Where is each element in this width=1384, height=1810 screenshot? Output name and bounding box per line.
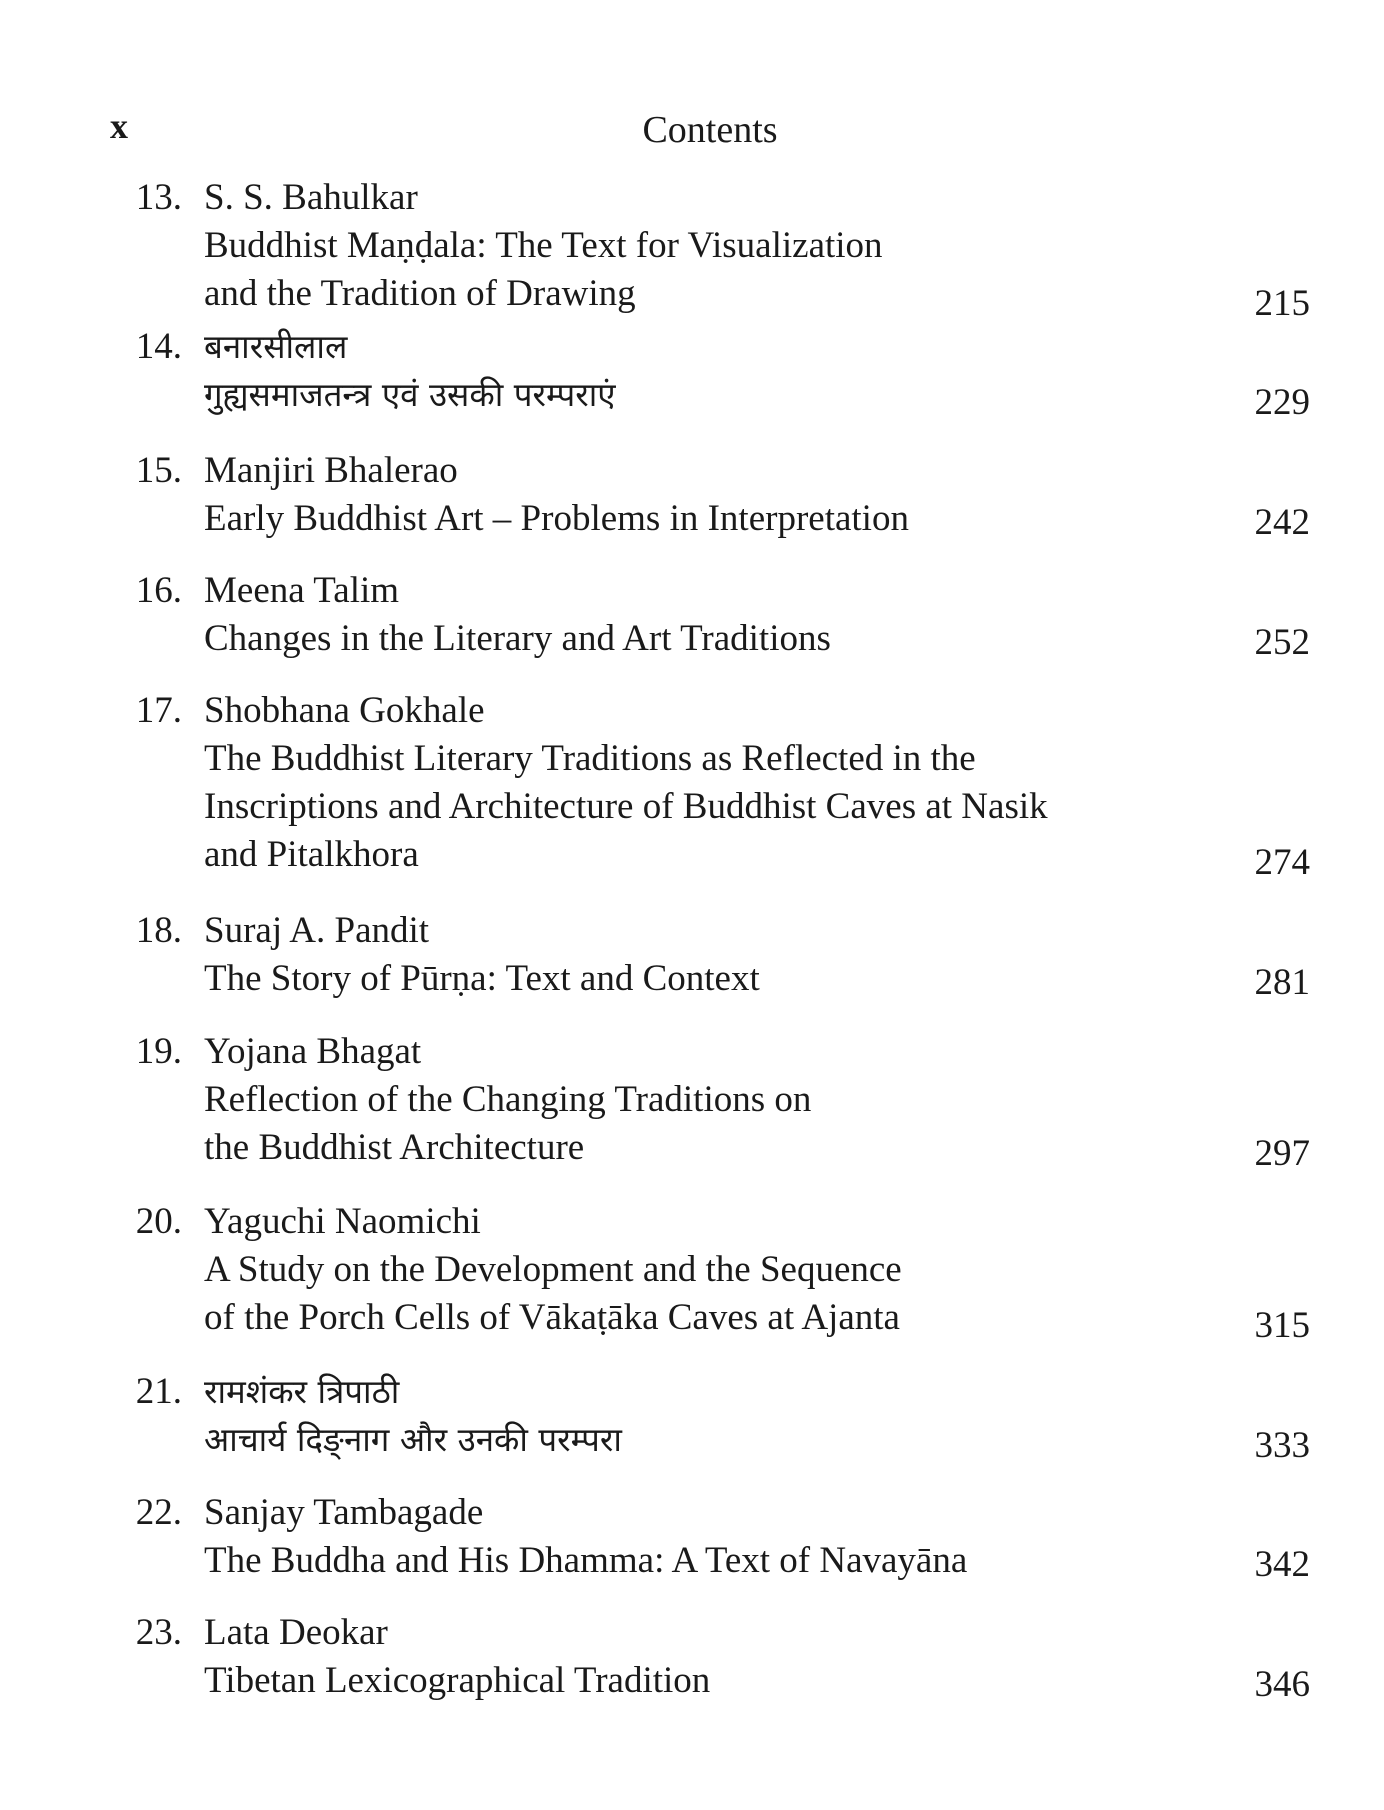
entry-author: रामशंकर त्रिपाठी [204,1372,400,1411]
entry-page-number: 315 [1254,1305,1310,1346]
entry-page-number: 229 [1254,382,1310,423]
entry-title-line: Tibetan Lexicographical Tradition [204,1660,711,1701]
entry-number: 21. [135,1371,182,1412]
entry-number: 18. [135,910,182,951]
entry-page-number: 333 [1254,1425,1310,1466]
entry-author: Yaguchi Naomichi [204,1201,481,1242]
entry-page-number: 281 [1254,962,1310,1003]
entry-number: 20. [135,1201,182,1242]
entry-title-line: Buddhist Maṇḍala: The Text for Visualization [204,225,883,266]
entry-title-line: The Buddhist Literary Traditions as Reflected in the [204,738,976,779]
entry-page-number: 346 [1254,1664,1310,1705]
entry-page-number: 252 [1254,622,1310,663]
entry-title-line: and the Tradition of Drawing [204,273,636,314]
entry-number: 16. [135,570,182,611]
entry-number: 14. [135,326,182,367]
entry-page-number: 274 [1254,842,1310,883]
entry-number: 22. [135,1492,182,1533]
page-number: x [110,106,128,146]
entry-author: बनारसीलाल [204,327,348,366]
entry-page-number: 242 [1254,502,1310,543]
entry-author: Lata Deokar [204,1612,388,1653]
entry-author: Sanjay Tambagade [204,1492,484,1533]
entry-title-line: of the Porch Cells of Vākaṭāka Caves at Ajanta [204,1297,900,1338]
entry-title-line: Changes in the Literary and Art Traditions [204,618,831,659]
entry-author: Manjiri Bhalerao [204,450,458,491]
entry-number: 17. [135,690,182,731]
entry-author: S. S. Bahulkar [204,177,418,218]
entry-title-line: the Buddhist Architecture [204,1127,585,1168]
entry-title-line: The Story of Pūrṇa: Text and Context [204,958,760,999]
entry-title-line: Reflection of the Changing Traditions on [204,1079,812,1120]
running-head: Contents [642,109,778,151]
entry-author: Shobhana Gokhale [204,690,485,731]
entry-author: Suraj A. Pandit [204,910,430,951]
entry-page-number: 342 [1254,1544,1310,1585]
entry-page-number: 297 [1254,1133,1310,1174]
entry-page-number: 215 [1254,283,1310,324]
entry-number: 15. [135,450,182,491]
entry-number: 23. [135,1612,182,1653]
entry-title-line: Inscriptions and Architecture of Buddhist Caves at Nasik [204,786,1048,827]
entry-title-line: गुह्यसमाजतन्त्र एवं उसकी परम्पराएं [204,375,616,414]
entry-author: Meena Talim [204,570,400,611]
entry-title-line: आचार्य दिङ्नाग और उनकी परम्परा [204,1420,622,1459]
entry-title-line: The Buddha and His Dhamma: A Text of Navayāna [204,1540,968,1581]
entry-title-line: Early Buddhist Art – Problems in Interpretation [204,498,909,539]
entry-number: 13. [135,177,182,218]
entry-title-line: A Study on the Development and the Sequence [204,1249,902,1290]
entry-author: Yojana Bhagat [204,1031,422,1072]
entry-number: 19. [135,1031,182,1072]
entry-title-line: and Pitalkhora [204,834,419,875]
